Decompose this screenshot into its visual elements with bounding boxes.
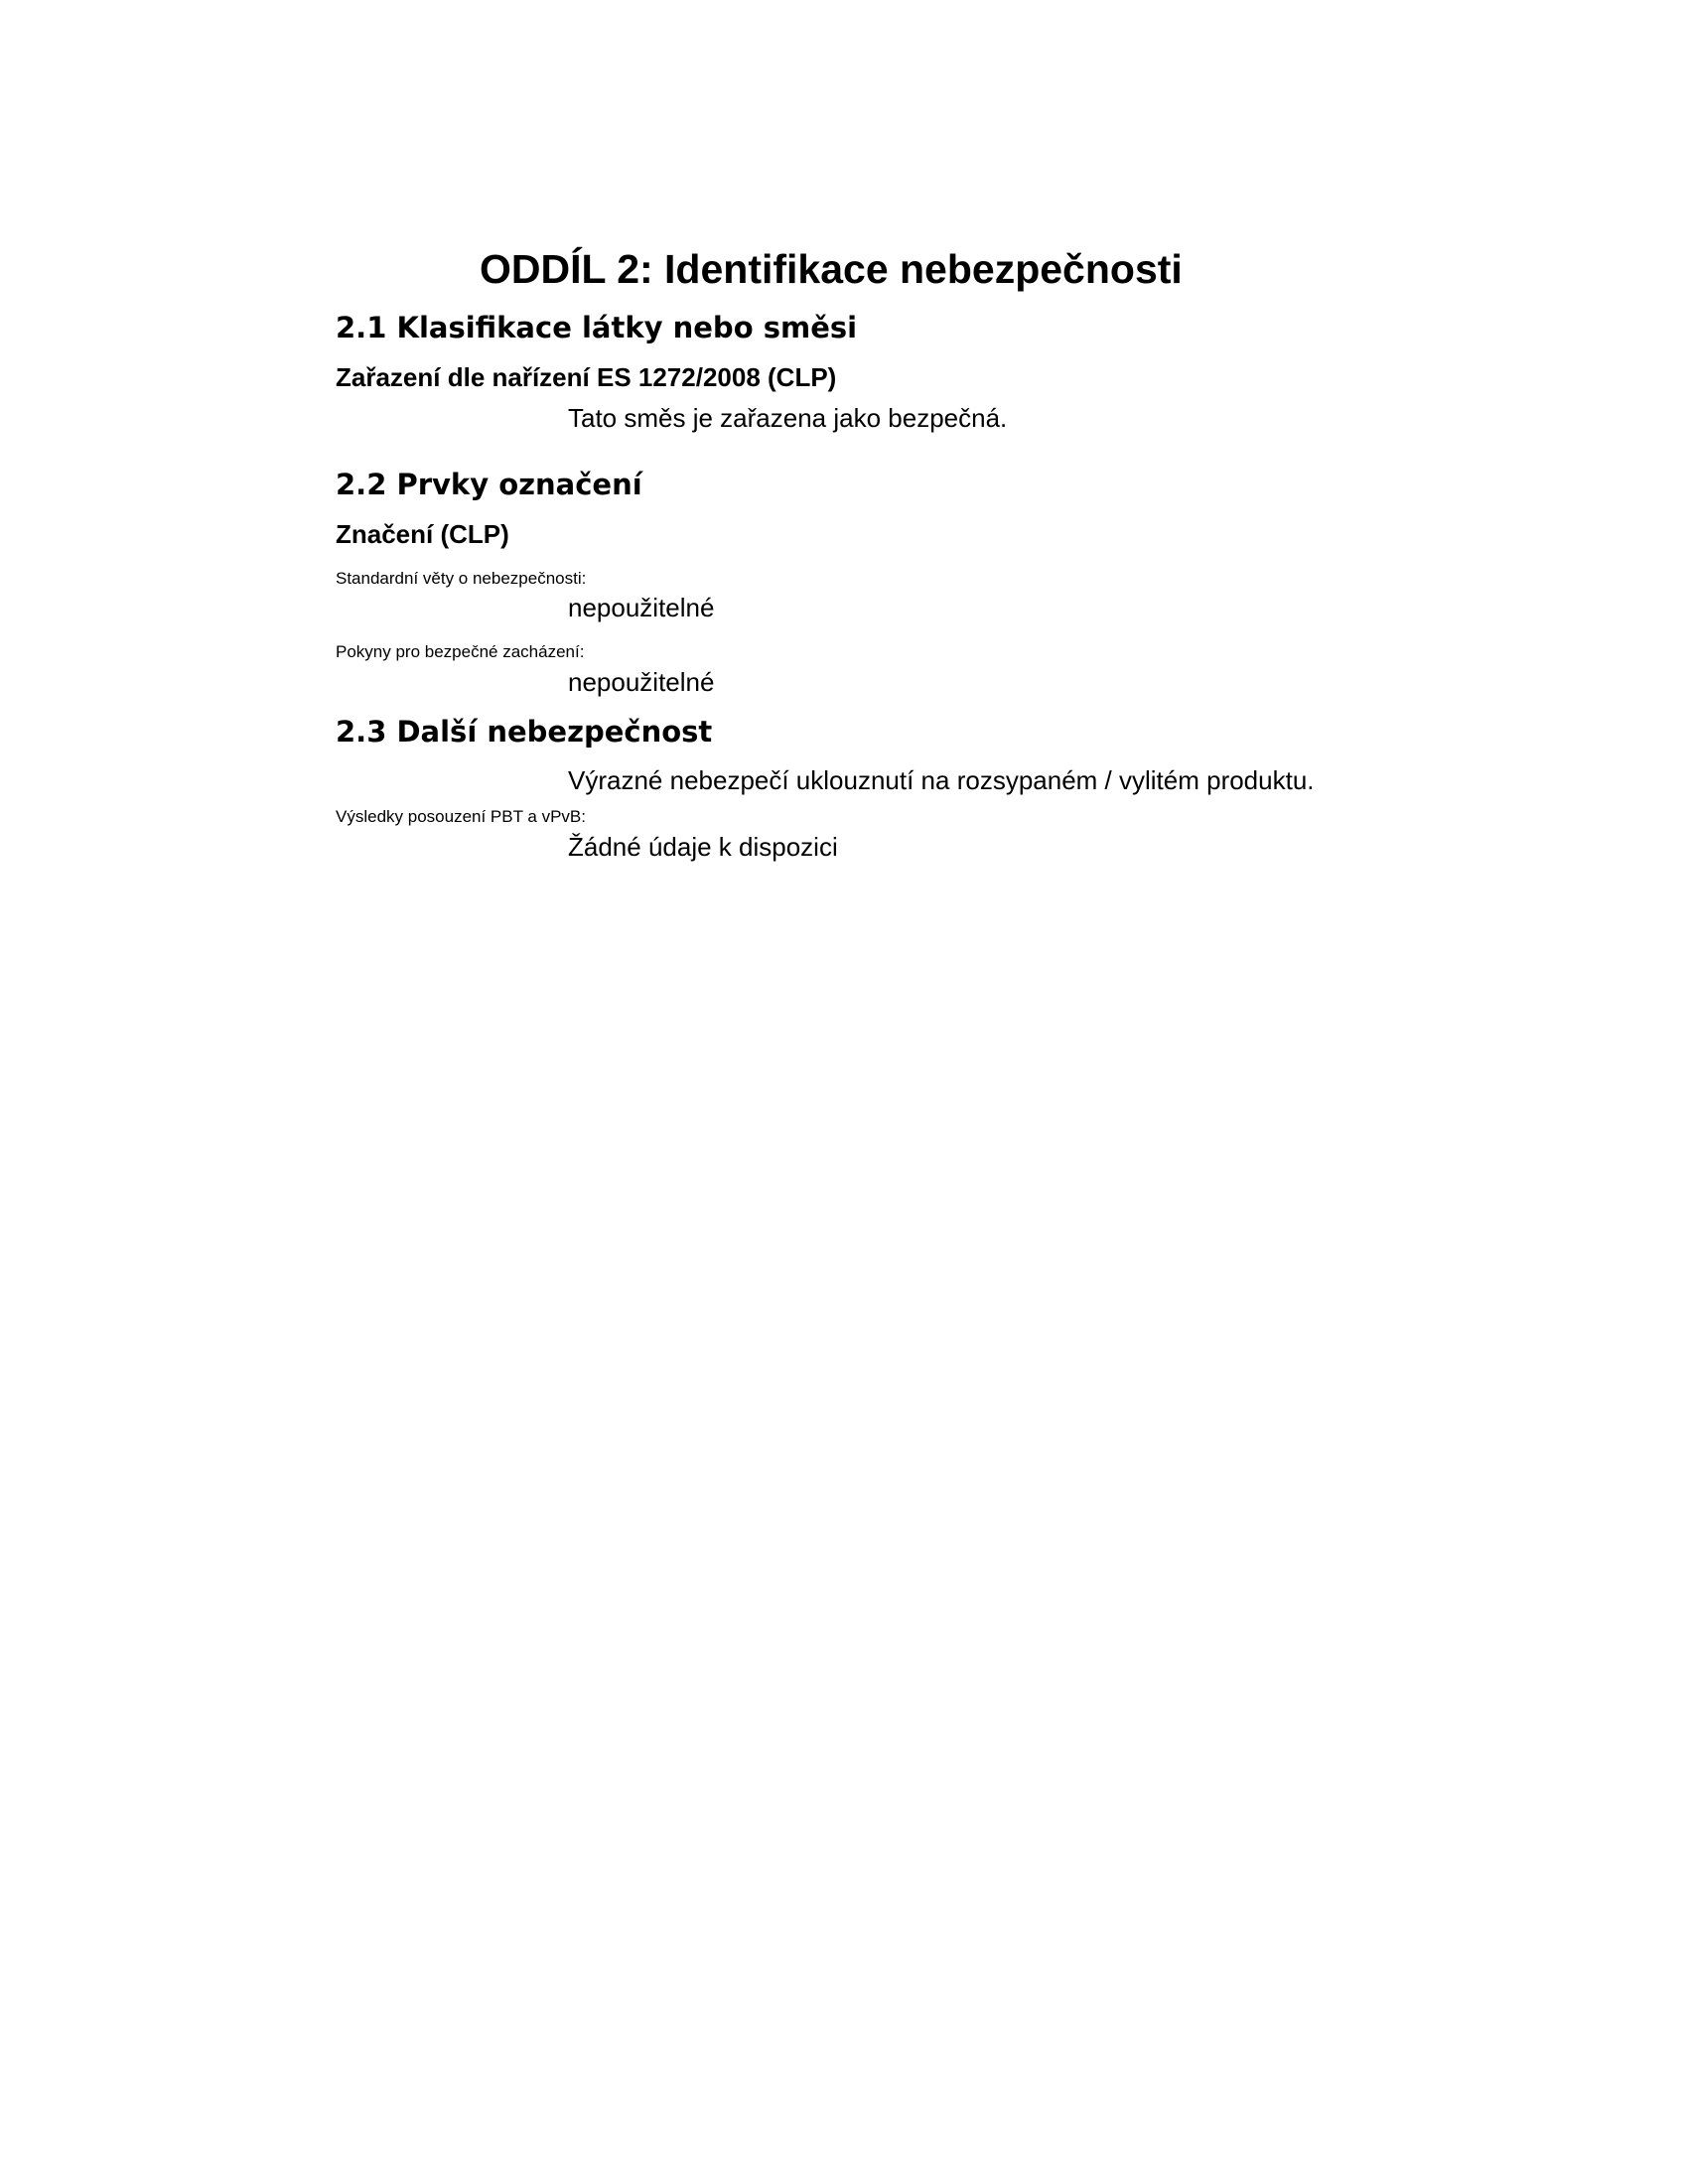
clp-labelling-subheading: Značení (CLP)	[336, 519, 509, 549]
section-2-2-heading: 2.2 Prvky označení	[336, 468, 642, 501]
section-2-3-heading: 2.3 Další nebezpečnost	[336, 715, 713, 749]
precautionary-statements-label: Pokyny pro bezpečné zacházení:	[336, 642, 585, 661]
clp-classification-subheading: Zařazení dle nařízení ES 1272/2008 (CLP)	[336, 362, 837, 392]
pbt-vpvb-value: Žádné údaje k dispozici	[568, 832, 838, 862]
pbt-vpvb-label: Výsledky posouzení PBT a vPvB:	[336, 807, 586, 826]
hazard-statements-value: nepoužitelné	[568, 593, 715, 622]
classification-text: Tato směs je zařazena jako bezpečná.	[568, 403, 1008, 433]
other-hazards-text: Výrazné nebezpečí uklouznutí na rozsypaném / vylitém produktu.	[568, 765, 1315, 795]
hazard-statements-label: Standardní věty o nebezpečnosti:	[336, 569, 587, 588]
section-title: ODDÍL 2: Identifikace nebezpečnosti	[480, 246, 1183, 292]
section-2-1-heading: 2.1 Klasifikace látky nebo směsi	[336, 311, 858, 344]
precautionary-statements-value: nepoužitelné	[568, 667, 715, 697]
